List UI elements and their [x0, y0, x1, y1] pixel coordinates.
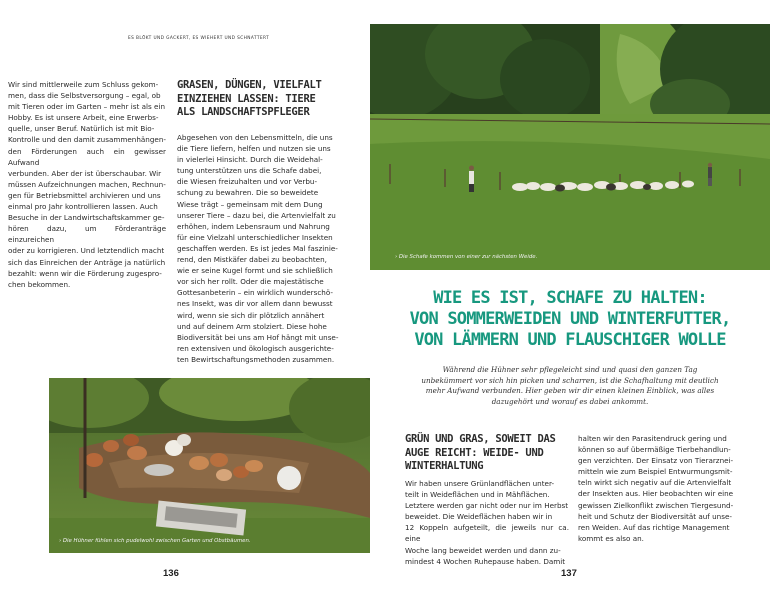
- text-line: schung zu bewahren. Die so beweidete: [177, 188, 319, 198]
- text-line: mindest 4 Wochen Ruhepause haben. Damit: [405, 556, 566, 566]
- text-line: 12 Koppeln aufgeteilt, die jeweils nur ca. eine: [405, 523, 569, 544]
- text-line: Hobby. Es ist unsere Arbeit, eine Erwerbs-: [8, 113, 159, 123]
- intro-column: [8, 79, 166, 290]
- text-line: Kontrolle und den damit zusammenhängen-: [8, 135, 166, 145]
- text-line: mit Tieren oder im Garten – mehr ist als ein: [8, 102, 166, 112]
- text-line: chen bekommen.: [8, 279, 71, 289]
- text-line: Biodiversität bei uns am Hof hängt mit unse-: [177, 332, 339, 342]
- section-heading: GRASEN, DÜNGEN, VIELFALT EINZIEHEN LASSEN: TIERE ALS LANDSCHAFTSPFLEGER: [177, 79, 322, 118]
- chicken-photo-illustration: [49, 378, 370, 553]
- text-line: vor sich her rollt. Oder die majestätische: [177, 277, 324, 287]
- text-line: gewissen Zielkonflikt zwischen Tiergesund-: [578, 500, 734, 510]
- photo-caption: › Die Hühner fühlen sich pudelwohl zwischen Garten und Obstbäumen.: [59, 538, 251, 544]
- text-line: Wir sind mittlerweile zum Schluss gekom-: [8, 80, 159, 89]
- text-line: oder zu korrigieren. Und letztendlich macht: [8, 246, 165, 256]
- text-line: Gottesanbeterin – ein wirklich wunderschö-: [177, 288, 333, 298]
- text-line: geschaffen werden. Es ist jedes Mal faszinie-: [177, 243, 338, 253]
- text-line: kommt es also an.: [578, 533, 644, 543]
- text-line: Letztere werden gar nicht oder nur im Herbst: [405, 501, 569, 511]
- text-line: und auf deinem Arm stolziert. Diese hohe: [177, 321, 327, 331]
- text-line: Wir haben unsere Grünlandflächen unter-: [405, 479, 555, 488]
- column-1: [405, 478, 569, 567]
- text-line: hören dazu, um Förderanträge einzureichen: [8, 224, 166, 245]
- text-line: ren extensiven und ökologisch ausgerichte-: [177, 343, 334, 353]
- text-line: Wiese trägt – gemeinsam mit dem Dung: [177, 199, 323, 209]
- text-line: nes Insekt, was dir vor allem dann bewusst: [177, 299, 333, 309]
- text-line: wie er seine Kugel formt und sie schließlich: [177, 266, 333, 276]
- chapter-title: [378, 288, 762, 351]
- intro-line: mehr Aufwand verbunden. Hier geben wir dir einen kleinen Einblick, was alles: [425, 386, 715, 395]
- column-2: [578, 433, 744, 544]
- text-line: teilt in Weideflächen und in Mähflächen.: [405, 490, 550, 500]
- title-line: WIE ES IST, SCHAFE ZU HALTEN:: [433, 288, 707, 308]
- text-line: sich das Einreichen der Anträge ja natürlich: [8, 257, 166, 267]
- running-head: ES BLÖKT UND GACKERT, ES WIEHERT UND SCHNATTERT: [128, 36, 270, 41]
- text-line: den Förderungen auch ein gewisser Aufwand: [8, 146, 166, 167]
- text-line: halten wir den Parasitendruck gering und: [578, 434, 727, 443]
- intro-line: Während die Hühner sehr pflegeleicht sind und quasi den ganzen Tag: [442, 365, 698, 374]
- text-line: Besuche in der Landwirtschaftskammer ge-: [8, 213, 165, 223]
- text-line: beweidet. Die Weideflächen haben wir in: [405, 512, 553, 522]
- text-line: gen verzichten. Der Einsatz von Tierarznei-: [578, 456, 734, 466]
- text-line: men, dass die Selbstversorgung – egal, ob: [8, 91, 161, 101]
- text-line: rend, den Mistkäfer dabei zu beobachten,: [177, 255, 327, 265]
- sheep-photo: [370, 24, 770, 270]
- text-line: wird, wenn sie sich dir plötzlich annähert: [177, 310, 325, 320]
- text-line: bezahlt: wenn wir die Förderung zugespro-: [8, 268, 162, 278]
- text-line: ten Bewirtschaftungsmethoden zusammen.: [177, 354, 335, 364]
- intro-line: unbekümmert vor sich hin picken und scharren, ist die Schafhaltung mit deutlich: [421, 375, 719, 385]
- text-line: in vielerlei Hinsicht. Durch die Weidehal-: [177, 155, 323, 165]
- intro-line: dazugehört und worauf es dabei ankommt.: [491, 396, 649, 406]
- text-line: teln wirkt sich negativ auf die Artenvielfalt: [578, 478, 732, 488]
- text-line: verbunden. Aber der ist überschaubar. Wir: [8, 168, 162, 178]
- text-line: quelle, unser Beruf. Natürlich ist mit Bio-: [8, 124, 155, 134]
- text-line: Woche lang beweidet werden und dann zu-: [405, 545, 561, 555]
- text-line: heit und Schutz der Biodiversität auf unse-: [578, 511, 732, 521]
- text-line: können so auf übermäßige Tierbehandlun-: [578, 445, 731, 455]
- title-line: VON LÄMMERN UND FLAUSCHIGER WOLLE: [414, 330, 726, 350]
- sheep-photo-illustration: [370, 24, 770, 270]
- text-line: müssen Aufzeichnungen machen, Rechnun-: [8, 179, 166, 189]
- text-line: Abgesehen von den Lebensmitteln, die uns: [177, 133, 333, 142]
- text-line: erhöhen, indem Lebensraum und Nahrung: [177, 221, 330, 231]
- text-line: gen für Betriebsmittel archivieren und uns: [8, 190, 161, 200]
- text-line: die Wiesen freizuhalten und vor Verbu-: [177, 177, 318, 187]
- text-line: für eine Vielzahl unterschiedlicher Insekten: [177, 232, 333, 242]
- text-line: einmal pro Jahr kontrollieren lassen. Auch: [8, 202, 158, 212]
- title-line: VON SOMMERWEIDEN UND WINTERFUTTER,: [409, 309, 731, 329]
- page-number: 137: [561, 568, 577, 579]
- section-column: [177, 132, 340, 365]
- subsection-heading: GRÜN UND GRAS, SOWEIT DAS AUGE REICHT: WEIDE- UND WINTERHALTUNG: [405, 433, 556, 472]
- text-line: tung unterstützen uns die Schafe dabei,: [177, 166, 322, 176]
- chicken-photo: [49, 378, 370, 553]
- text-line: ren Weiden. Auf das richtige Management: [578, 522, 730, 532]
- chapter-intro: [378, 365, 762, 407]
- page-number: 136: [163, 568, 179, 579]
- text-line: unserer Tiere – dazu bei, die Artenvielfalt zu: [177, 210, 336, 220]
- text-line: der Insekten aus. Hier beobachten wir eine: [578, 489, 734, 499]
- text-line: die Tiere liefern, helfen und nutzen sie uns: [177, 144, 331, 154]
- text-line: mitteln wie zum Beispiel Entwurmungsmit-: [578, 467, 733, 477]
- photo-caption: › Die Schafe kommen von einer zur nächsten Weide.: [395, 254, 538, 260]
